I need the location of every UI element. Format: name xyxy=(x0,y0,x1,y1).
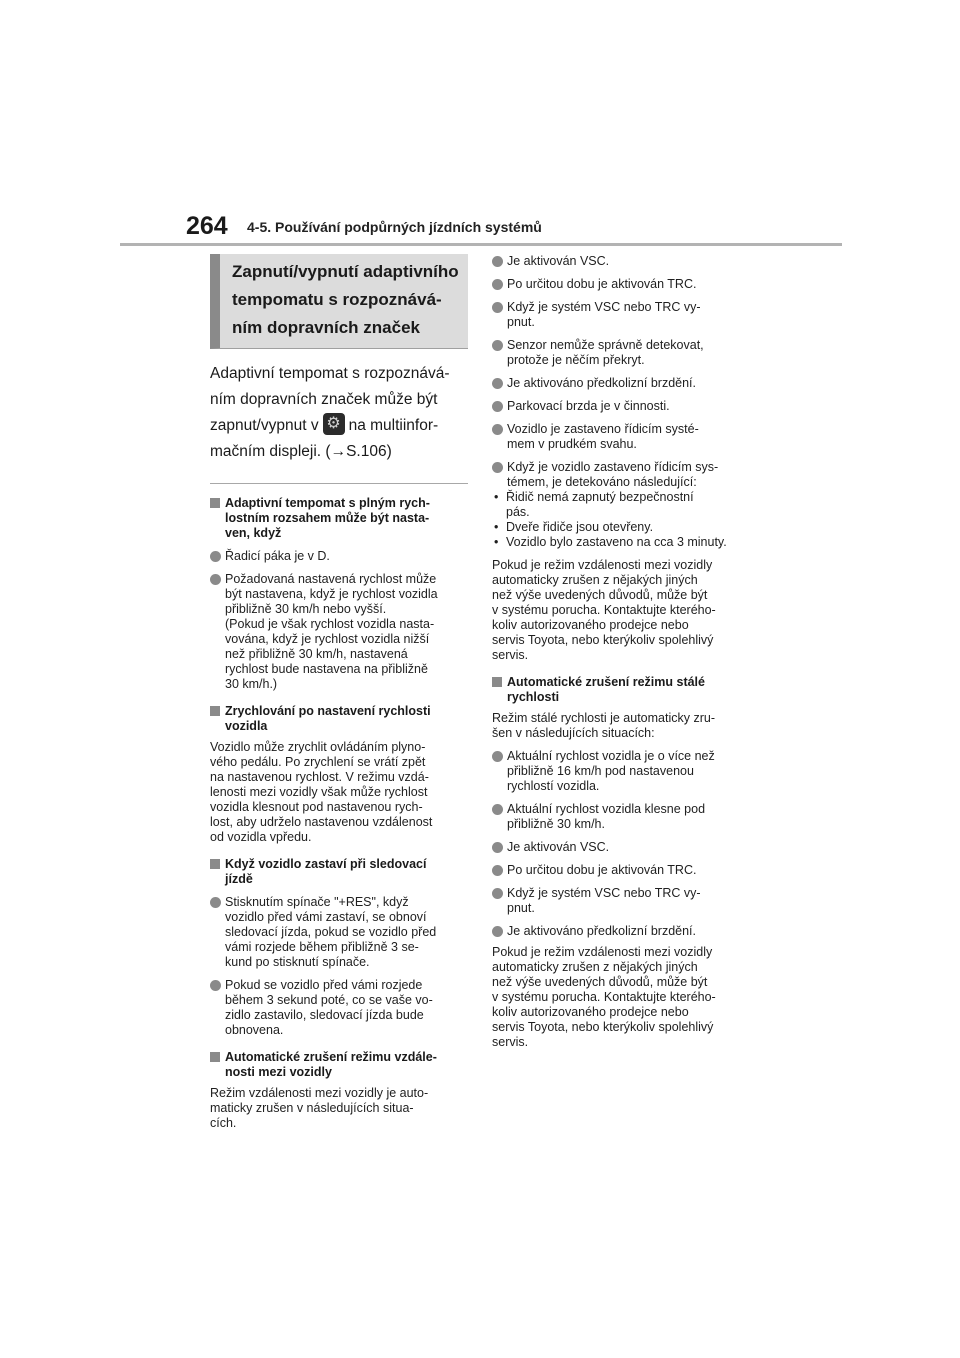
paragraph xyxy=(210,1086,468,1131)
bullet-dot-icon xyxy=(492,302,503,313)
text-line: rychlosti xyxy=(507,690,560,704)
bullet-dot-icon xyxy=(492,424,503,435)
text-line: vozidlo před vámi zastaví, se obnoví xyxy=(225,910,427,924)
bullet-item xyxy=(492,886,754,916)
bullet-dot-icon xyxy=(210,551,221,562)
text-line: Pokud je režim vzdálenosti mezi vozidly xyxy=(492,558,713,572)
text-line: být nastavena, když je rychlost vozidla xyxy=(225,587,438,601)
paragraph xyxy=(492,945,754,1050)
intro-line: mačním displeji. (→S.106) xyxy=(210,443,392,460)
text-line: Vozidlo bylo zastaveno na cca 3 minuty. xyxy=(506,535,727,549)
text-line: lenosti mezi vozidly však může rychlost xyxy=(210,785,428,799)
text-line: Je aktivován VSC. xyxy=(507,840,610,854)
text-line: servis Toyota, nebo kterýkoliv spolehlivý xyxy=(492,1020,714,1034)
text-line: Pokud je režim vzdálenosti mezi vozidly xyxy=(492,945,713,959)
text-line: Řadicí páka je v D. xyxy=(225,549,330,563)
text-line: Požadovaná nastavená rychlost může xyxy=(225,572,437,586)
bullet-dot-icon xyxy=(492,401,503,412)
bullet-dot-icon xyxy=(210,980,221,991)
text-line: Dveře řidiče jsou otevřeny. xyxy=(506,520,654,534)
text-line: Automatické zrušení režimu vzdále- xyxy=(225,1050,437,1064)
text-line: Parkovací brzda je v činnosti. xyxy=(507,399,670,413)
section-title xyxy=(232,258,460,342)
text-line: Po určitou dobu je aktivován TRC. xyxy=(507,277,697,291)
text-line: Vozidlo může zrychlit ovládáním plyno- xyxy=(210,740,426,754)
text-line: nosti mezi vozidly xyxy=(225,1065,332,1079)
text-line: Pokud se vozidlo před vámi rozjede xyxy=(225,978,423,992)
text-line: automaticky zrušen z nějakých jiných xyxy=(492,960,698,974)
text-line: než výše uvedených důvodů, může být xyxy=(492,588,708,602)
text-line: během 3 sekund poté, co se vaše vo- xyxy=(225,993,433,1007)
bullet-item xyxy=(492,277,754,292)
gear-icon xyxy=(323,413,345,435)
text-line: Zrychlování po nastavení rychlosti xyxy=(225,704,431,718)
bullet-item xyxy=(492,376,754,391)
bullet-item xyxy=(492,460,754,490)
running-head: 4-5. Používání podpůrných jízdních systémů xyxy=(247,219,542,235)
text-line: Aktuální rychlost vozidla je o více než xyxy=(507,749,715,763)
text-line: Když je vozidlo zastaveno řídicím sys- xyxy=(507,460,719,474)
text-line: v systému porucha. Kontaktujte kterého- xyxy=(492,990,716,1004)
text-line: Je aktivováno předkolizní brzdění. xyxy=(507,924,696,938)
left-column xyxy=(210,254,468,1131)
divider xyxy=(210,483,468,484)
bullet-item xyxy=(492,399,754,414)
text-line: od vozidla vpředu. xyxy=(210,830,312,844)
text-line: 30 km/h.) xyxy=(225,677,278,691)
bullet-dot-icon xyxy=(492,926,503,937)
bullet-item xyxy=(492,863,754,878)
text-line: v systému porucha. Kontaktujte kterého- xyxy=(492,603,716,617)
intro-paragraph xyxy=(210,361,468,465)
bullet-item xyxy=(492,422,754,452)
bullet-dot-icon xyxy=(492,865,503,876)
text-line: cích. xyxy=(210,1116,237,1130)
paragraph xyxy=(492,711,754,741)
intro-line: zapnut/vypnut v⚙ na multiinfor- xyxy=(210,413,468,439)
section-heading-box xyxy=(210,254,468,349)
text-line: tempomatu s rozpoznává- xyxy=(232,290,442,309)
text-line: šen v následujících situacích: xyxy=(492,726,655,740)
bullet-dot-icon xyxy=(210,574,221,585)
text-line: Režim stálé rychlosti je automaticky zru- xyxy=(492,711,715,725)
text-line: přibližně 30 km/h nebo vyšší. xyxy=(225,602,387,616)
subheading xyxy=(210,857,468,887)
text-line: Senzor nemůže správně detekovat, xyxy=(507,338,704,352)
paragraph xyxy=(210,740,468,845)
text-line: Adaptivní tempomat s plným rych- xyxy=(225,496,430,510)
text-line: servis Toyota, nebo kterýkoliv spolehlivý xyxy=(492,633,714,647)
text-line: Automatické zrušení režimu stálé xyxy=(507,675,705,689)
text-line: Je aktivován VSC. xyxy=(507,254,610,268)
text-line: Je aktivováno předkolizní brzdění. xyxy=(507,376,696,390)
square-marker-icon xyxy=(210,859,220,869)
text-line: pás. xyxy=(506,505,530,519)
bullet-dot-icon xyxy=(210,897,221,908)
text-line: Po určitou dobu je aktivován TRC. xyxy=(507,863,697,877)
bullet-item xyxy=(492,840,754,855)
text-line: pnut. xyxy=(507,901,535,915)
text-line: Vozidlo je zastaveno řídicím systé- xyxy=(507,422,699,436)
sub-bullet-list xyxy=(492,490,754,550)
bullet-item xyxy=(210,895,468,970)
text-line: rychlost bude nastavena na přibližně xyxy=(225,662,428,676)
header-rule xyxy=(120,243,842,246)
page-number: 264 xyxy=(186,212,228,240)
bullet-dot-icon xyxy=(492,842,503,853)
text-line: sledovací jízda, pokud se vozidlo před xyxy=(225,925,437,939)
text-line: vována, když je rychlost vozidla nižší xyxy=(225,632,430,646)
text-line: servis. xyxy=(492,1035,529,1049)
bullet-item xyxy=(210,549,468,564)
bullet-item xyxy=(492,749,754,794)
text-line: Zapnutí/vypnutí adaptivního xyxy=(232,262,459,281)
bullet-item xyxy=(210,978,468,1038)
square-marker-icon xyxy=(210,498,220,508)
text-line: protože je něčím překryt. xyxy=(507,353,645,367)
subheading xyxy=(210,496,468,541)
bullet-item xyxy=(492,300,754,330)
bullet-item xyxy=(210,572,468,692)
text-line: Když je systém VSC nebo TRC vy- xyxy=(507,300,701,314)
subheading xyxy=(210,1050,468,1080)
text-line: vámi rozjede během přibližně 3 se- xyxy=(225,940,419,954)
text-line: Režim vzdálenosti mezi vozidly je auto- xyxy=(210,1086,429,1100)
text-line: Řidič nemá zapnutý bezpečnostní xyxy=(506,490,694,504)
text-line: přibližně 16 km/h pod nastavenou xyxy=(507,764,694,778)
text-line: vozidla xyxy=(225,719,268,733)
square-marker-icon xyxy=(210,706,220,716)
square-marker-icon xyxy=(492,677,502,687)
text-line: maticky zrušen v následujících situa- xyxy=(210,1101,414,1115)
right-column xyxy=(492,254,754,1050)
text-line: Aktuální rychlost vozidla klesne pod xyxy=(507,802,706,816)
bullet-dot-icon xyxy=(492,378,503,389)
text-line: koliv autorizovaného prodejce nebo xyxy=(492,1005,689,1019)
bullet-dot-icon xyxy=(492,256,503,267)
bullet-dot-icon xyxy=(492,462,503,473)
text-line: než výše uvedených důvodů, může být xyxy=(492,975,708,989)
text-line: než přibližně 30 km/h, nastavená xyxy=(225,647,408,661)
sub-bullet: • Vozidlo bylo zastaveno na cca 3 minuty. xyxy=(492,535,754,550)
bullet-item xyxy=(492,924,754,939)
text-line: ním dopravních značek xyxy=(232,318,420,337)
sub-bullet: • Dveře řidiče jsou otevřeny. xyxy=(492,520,754,535)
bullet-item xyxy=(492,338,754,368)
text-line: vého pedálu. Po zrychlení se vrátí zpět xyxy=(210,755,426,769)
bullet-item xyxy=(492,254,754,269)
text-line: servis. xyxy=(492,648,529,662)
bullet-dot-icon xyxy=(492,751,503,762)
text-line: vozidla klesnout pod nastavenou rych- xyxy=(210,800,423,814)
bullet-dot-icon xyxy=(492,888,503,899)
text-line: témem, je detekováno následující: xyxy=(507,475,697,489)
text-line: kund po stisknutí spínače. xyxy=(225,955,370,969)
text-line: lostním rozsahem může být nasta- xyxy=(225,511,430,525)
paragraph xyxy=(492,558,754,663)
subheading xyxy=(210,704,468,734)
text-line: zidlo zastavilo, sledovací jízda bude xyxy=(225,1008,424,1022)
sub-bullet: • Řidič nemá zapnutý bezpečnostní pás. xyxy=(492,490,754,520)
text-line: automaticky zrušen z nějakých jiných xyxy=(492,573,698,587)
bullet-dot-icon xyxy=(492,279,503,290)
text-line: Když vozidlo zastaví při sledovací xyxy=(225,857,427,871)
text-line: mem v prudkém svahu. xyxy=(507,437,637,451)
text-line: koliv autorizovaného prodejce nebo xyxy=(492,618,689,632)
text-line: ven, když xyxy=(225,526,282,540)
square-marker-icon xyxy=(210,1052,220,1062)
text-line: pnut. xyxy=(507,315,535,329)
intro-line: Adaptivní tempomat s rozpoznává- xyxy=(210,365,450,382)
text-line: Stisknutím spínače "+RES", když xyxy=(225,895,409,909)
text-line: na nastavenou rychlost. V režimu vzdá- xyxy=(210,770,429,784)
bullet-dot-icon xyxy=(492,804,503,815)
intro-line: ním dopravních značek může být xyxy=(210,391,438,408)
text-line: rychlostí vozidla. xyxy=(507,779,600,793)
subheading xyxy=(492,675,754,705)
bullet-item xyxy=(492,802,754,832)
text-line: přibližně 30 km/h. xyxy=(507,817,605,831)
bullet-dot-icon xyxy=(492,340,503,351)
text-line: jízdě xyxy=(225,872,253,886)
text-line: obnovena. xyxy=(225,1023,284,1037)
text-line: (Pokud je však rychlost vozidla nasta- xyxy=(225,617,435,631)
text-line: Když je systém VSC nebo TRC vy- xyxy=(507,886,701,900)
text-line: lost, aby udrželo nastavenou vzdálenost xyxy=(210,815,433,829)
